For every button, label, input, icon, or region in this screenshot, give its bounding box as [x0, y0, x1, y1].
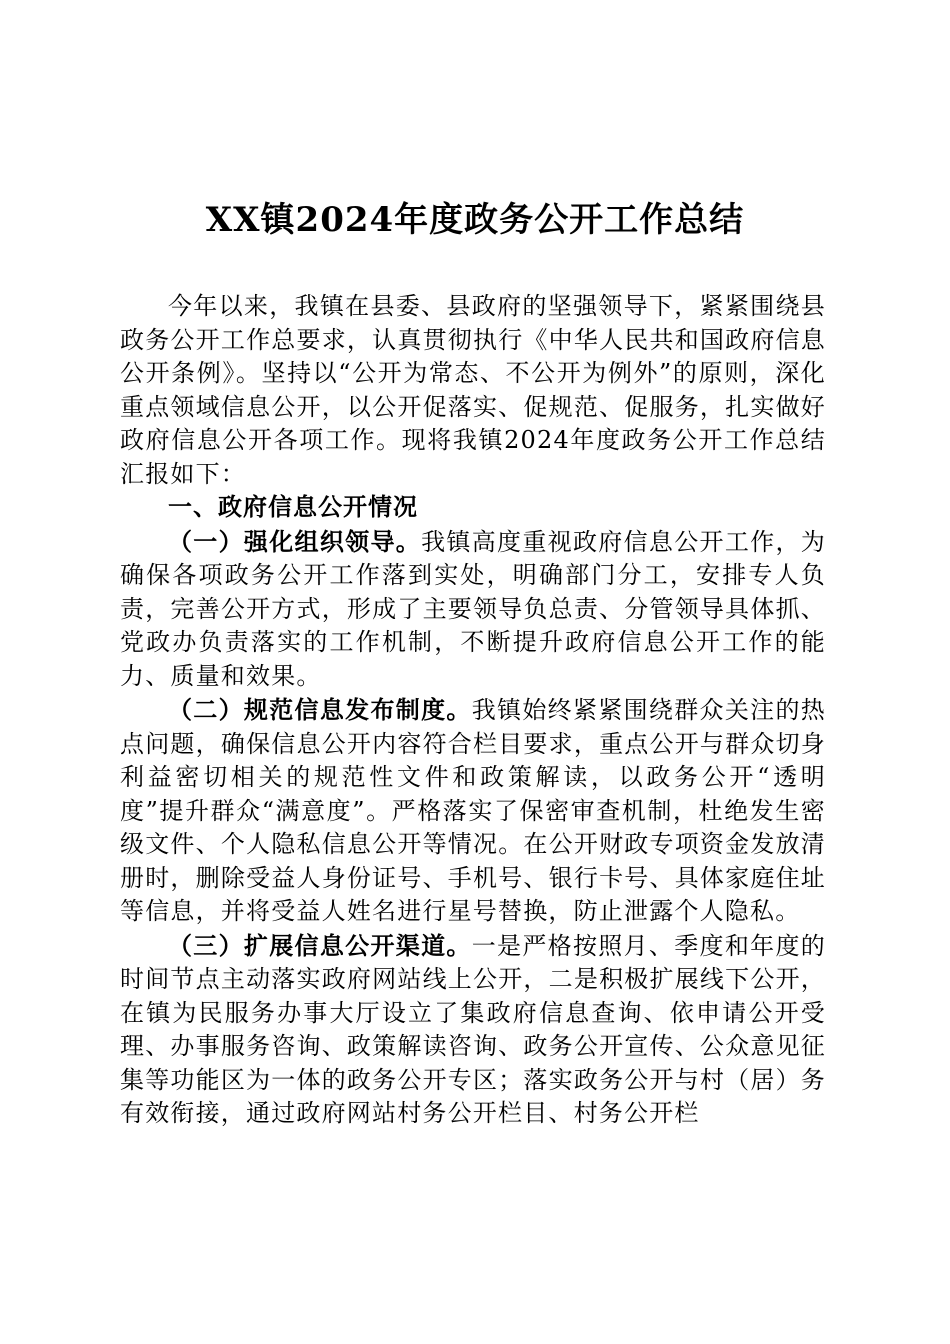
- paragraph-channels: [120, 929, 826, 1131]
- paragraph-text: 我镇高度重视政府信息公开工作，为确保各项政务公开工作落到实处，明确部门分工，安排专人负责，完善公开方式，形成了主要领导负总责、分管领导具体抓、党政办负责落实的工作机制，不断提升政府信息公开工作的能力、质量和效果。: [120, 527, 827, 690]
- paragraph-text: 一是严格按照月、季度和年度的时间节点主动落实政府网站线上公开，二是积极扩展线下公开，在镇为民服务办事大厅设立了集政府信息查询、依申请公开受理、办事服务咨询、政策解读咨询、政务公开宣传、公众意见征集等功能区为一体的政务公开专区；落实政务公开与村（居）务有效衔接，通过政府网站村务公开栏目、村务公开栏: [120, 931, 826, 1127]
- paragraph-lead: （二）规范信息发布制度。: [168, 695, 472, 724]
- paragraph-text: 我镇始终紧紧围绕群众关注的热点问题，确保信息公开内容符合栏目要求，重点公开与群众切身利益密切相关的规范性文件和政策解读，以政务公开“透明度”提升群众“满意度”。严格落实了保密审查机制，杜绝发生密级文件、个人隐私信息公开等情况。在公开财政专项资金发放清册时，删除受益人身份证号、手机号、银行卡号、具体家庭住址等信息，并将受益人姓名进行星号替换，防止泄露个人隐私。: [120, 696, 826, 925]
- document-title: XX镇2024年度政务公开工作总结: [205, 200, 745, 240]
- paragraph-organization: [120, 525, 826, 694]
- intro-paragraph: 今年以来，我镇在县委、县政府的坚强领导下，紧紧围绕县政务公开工作总要求，认真贯彻执行《中华人民共和国政府信息公开条例》。坚持以“公开为常态、不公开为例外”的原则，深化重点领域信息公开，以公开促落实、促规范、促服务，扎实做好政府信息公开各项工作。现将我镇2024年度政务公开工作总结汇报如下：: [120, 292, 826, 488]
- section-heading: 一、政府信息公开情况: [168, 493, 418, 521]
- document-body: [120, 290, 826, 1131]
- paragraph-release-system: [120, 693, 826, 929]
- paragraph-lead: （一）强化组织领导。: [168, 526, 422, 556]
- paragraph-lead: （三）扩展信息公开渠道。: [168, 930, 472, 960]
